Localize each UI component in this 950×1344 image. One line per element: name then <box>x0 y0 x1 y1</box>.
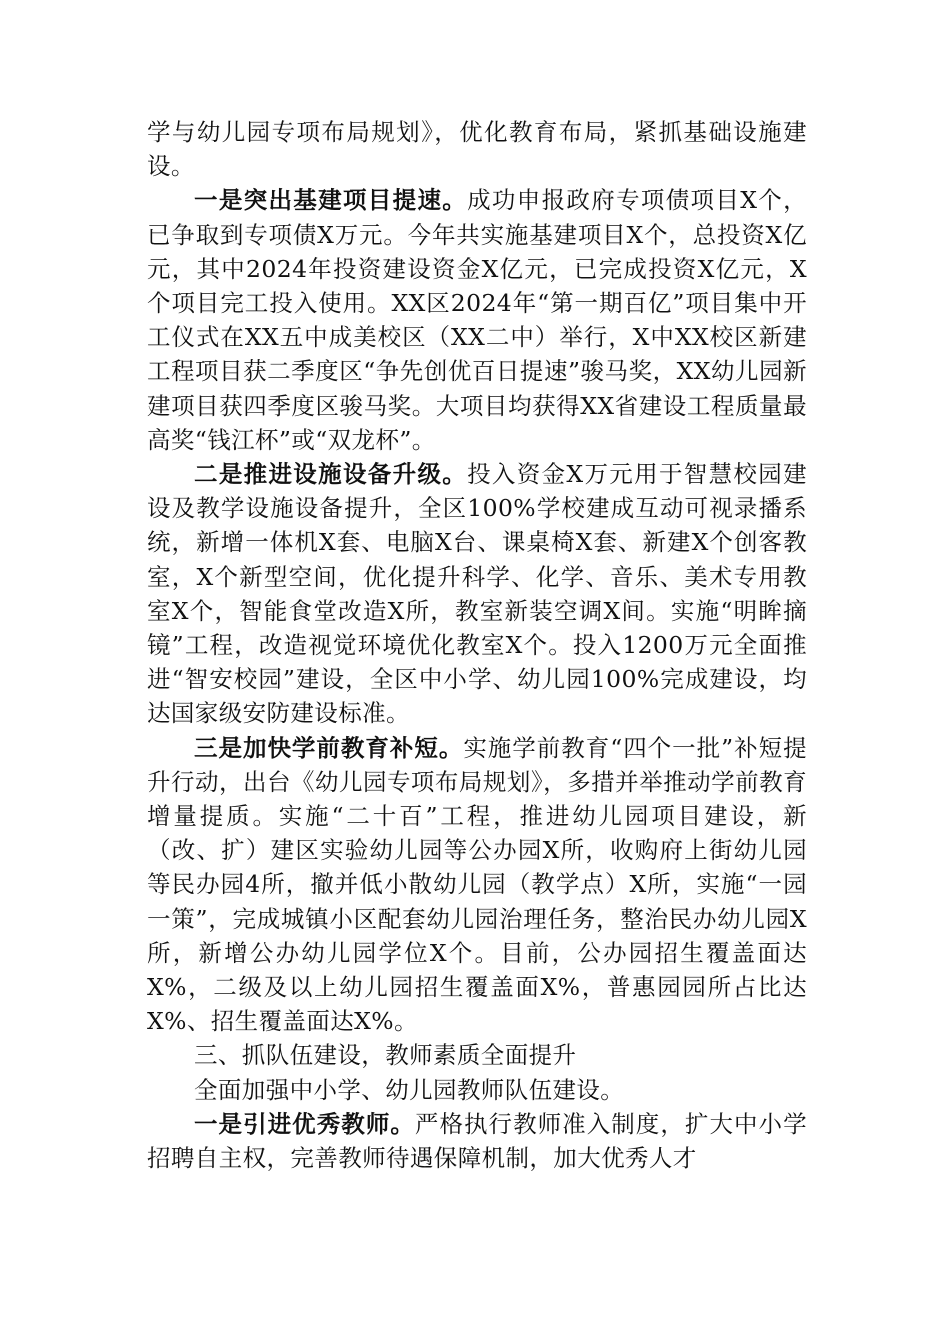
paragraph-text: 成功申报政府专项债项目X个，已争取到专项债X万元。今年共实施基建项目X个，总投资X亿元，其中2024年投资建设资金X亿元，已完成投资X亿元，X个项目完工投入使用。XX区2024年“第一期百亿”项目集中开工仪式在XX五中成美校区（XX二中）举行，X中XX校区新建工程项目获二季度区“争先创优百日提速”骏马奖，XX幼儿园新建项目获四季度区骏马奖。大项目均获得XX省建设工程质量最高奖“钱江杯”或“双龙杯”。 <box>147 186 807 454</box>
section-heading <box>147 1038 807 1072</box>
paragraph-lead: 三是加快学前教育补短。 <box>194 733 464 762</box>
paragraph-text: 全面加强中小学、幼儿园教师队伍建设。 <box>194 1075 625 1104</box>
paragraph-teacher-recruitment <box>147 1107 807 1175</box>
paragraph-lead: 一是引进优秀教师。 <box>194 1109 415 1138</box>
paragraph-text: 投入资金X万元用于智慧校园建设及教学设施设备提升，全区100%学校建成互动可视录播系统，新增一体机X套、电脑X台、课桌椅X套、新建X个创客教室，X个新型空间，优化提升科学、化学、音乐、美术专用教室X个，智能食堂改造X所，教室新装空调X间。实施“明眸摘镜”工程，改造视觉环境优化教室X个。投入1200万元全面推进“智安校园”建设，全区中小学、幼儿园100%完成建设，均达国家级安防建设标准。 <box>147 460 807 728</box>
paragraph-text: 实施学前教育“四个一批”补短提升行动，出台《幼儿园专项布局规划》，多措并举推动学前教育增量提质。实施“二十百”工程，推进幼儿园项目建设，新（改、扩）建区实验幼儿园等公办园X所，收购府上街幼儿园等民办园4所，撤并低小散幼儿园（教学点）X所，实施“一园一策”，完成城镇小区配套幼儿园治理任务，整治民办幼儿园X所，新增公办幼儿园学位X个。目前，公办园招生覆盖面达X%，二级及以上幼儿园招生覆盖面X%，普惠园园所占比达X%、招生覆盖面达X%。 <box>147 733 807 1036</box>
document-body <box>147 115 807 1175</box>
paragraph-preschool <box>147 731 807 1039</box>
paragraph-continuation <box>147 115 807 183</box>
paragraph-lead: 二是推进设施设备升级。 <box>194 460 468 489</box>
paragraph-text: 严格执行教师准入制度，扩大中小学招聘自主权，完善教师待遇保障机制，加大优秀人才 <box>147 1109 807 1173</box>
paragraph-facilities <box>147 457 807 731</box>
paragraph-text: 学与幼儿园专项布局规划》，优化教育布局，紧抓基础设施建设。 <box>147 118 807 181</box>
paragraph-section-intro <box>147 1073 807 1107</box>
section-heading-text: 三、抓队伍建设，教师素质全面提升 <box>194 1041 577 1070</box>
paragraph-infrastructure <box>147 183 807 457</box>
paragraph-lead: 一是突出基建项目提速。 <box>194 186 468 215</box>
